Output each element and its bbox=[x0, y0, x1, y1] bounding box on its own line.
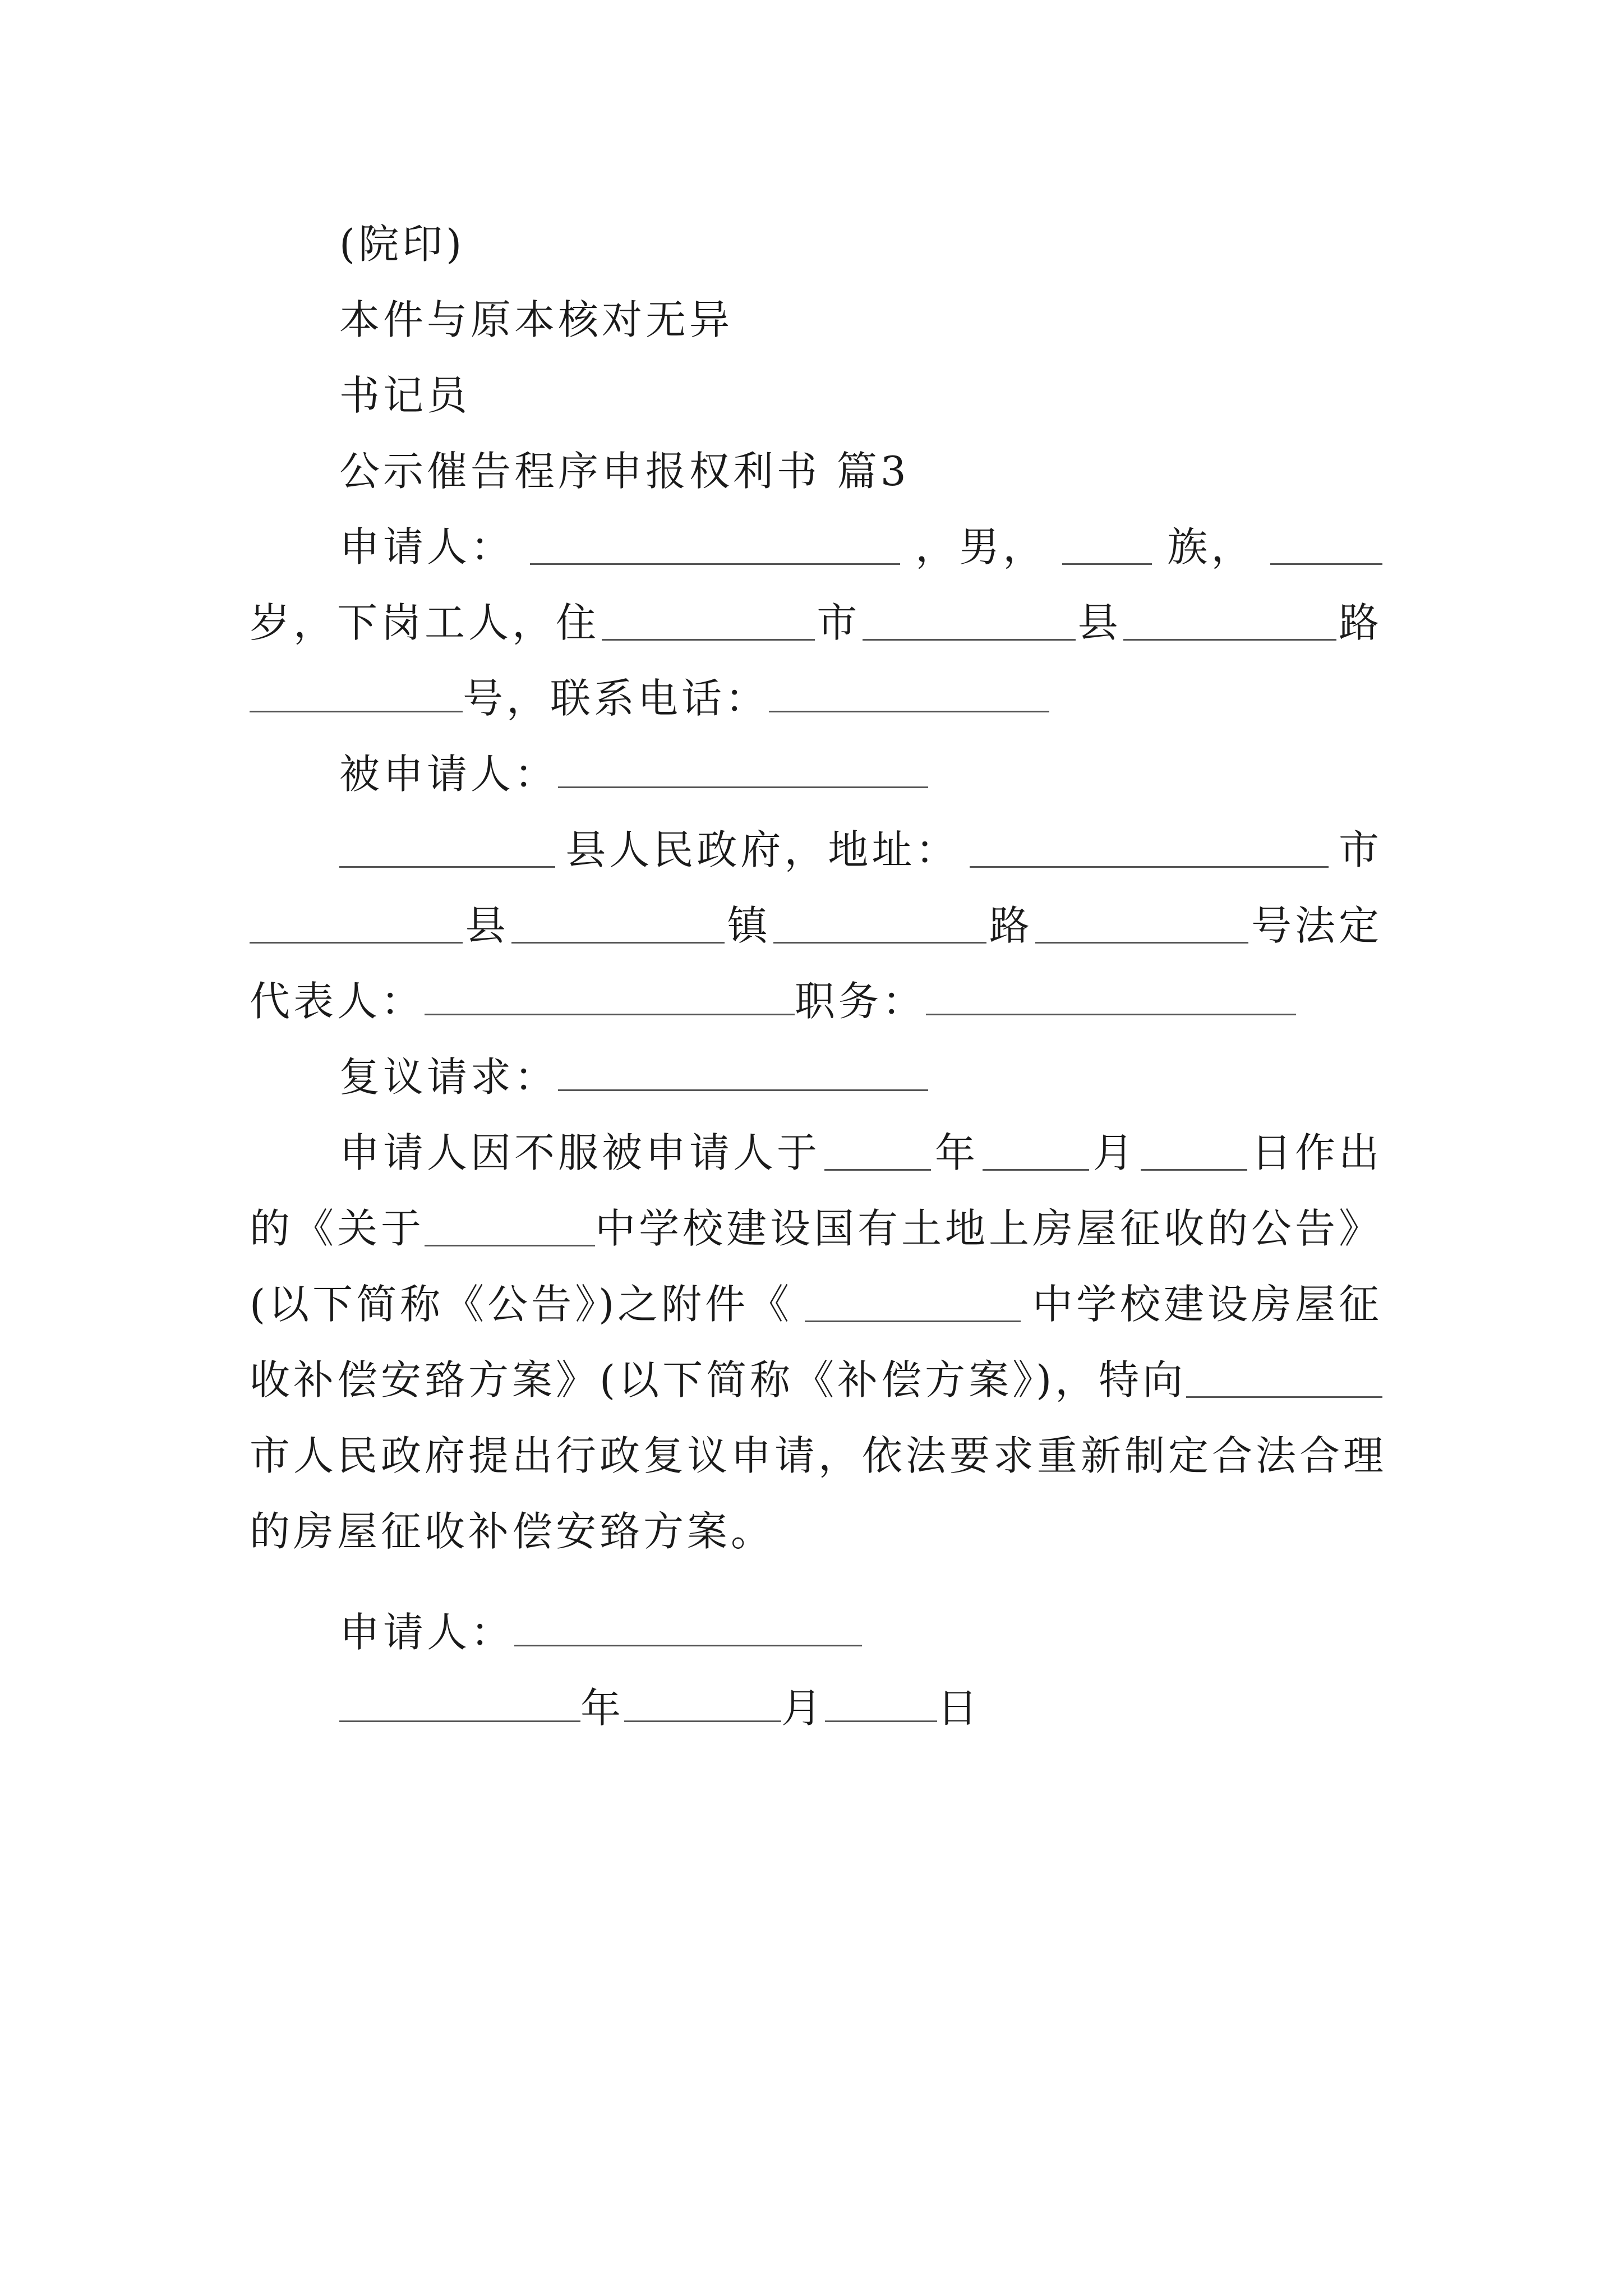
government-line bbox=[339, 811, 1382, 889]
date-day-text: 日 bbox=[937, 1685, 981, 1732]
phone-blank bbox=[769, 677, 1049, 712]
body-line-6 bbox=[250, 1492, 1382, 1571]
age-blank bbox=[1270, 530, 1382, 565]
address-city-blank bbox=[250, 908, 463, 944]
county-blank bbox=[1123, 605, 1336, 641]
signature-line bbox=[339, 1593, 1382, 1672]
address-county-blank bbox=[511, 908, 725, 944]
clerk-text: 书记员 bbox=[339, 372, 471, 419]
applicant-name-blank bbox=[530, 530, 900, 565]
house-number-blank bbox=[250, 677, 463, 712]
verified-text: 本件与原本核对无异 bbox=[339, 296, 734, 343]
occupation-text: 岁，下岗工人，住 bbox=[250, 599, 600, 646]
address-town-text: 镇 bbox=[727, 902, 771, 949]
address-county-text: 县 bbox=[465, 902, 509, 949]
body-year-text: 年 bbox=[934, 1129, 979, 1176]
verified-line bbox=[339, 280, 1382, 359]
date-month-text: 月 bbox=[781, 1685, 826, 1732]
body-school-blank bbox=[425, 1211, 595, 1246]
body-6-text: 的房屋征收补偿安臵方案。 bbox=[250, 1508, 775, 1555]
date-year-text: 年 bbox=[580, 1685, 625, 1732]
body-line-4 bbox=[250, 1341, 1382, 1419]
body-city-blank bbox=[1186, 1363, 1382, 1398]
clerk-line bbox=[339, 356, 1382, 435]
address-line bbox=[250, 886, 1382, 965]
position-blank bbox=[926, 980, 1296, 1015]
gov-city-text: 市 bbox=[1338, 826, 1382, 873]
date-month-blank bbox=[624, 1687, 781, 1722]
applicant-line-3 bbox=[250, 659, 1382, 738]
address-blank bbox=[970, 832, 1329, 868]
seal-text: (院印) bbox=[339, 220, 465, 268]
city-blank bbox=[863, 605, 1076, 641]
body-month-blank bbox=[983, 1135, 1089, 1171]
representative-line bbox=[250, 962, 1382, 1041]
section-title bbox=[339, 432, 1382, 510]
residence-blank bbox=[602, 605, 815, 641]
applicant-line-1 bbox=[339, 508, 1382, 586]
body-2-end: 中学校建设国有土地上房屋征收的公告》 bbox=[594, 1205, 1382, 1252]
position-label: 职务： bbox=[795, 978, 926, 1025]
body-1-text: 申请人因不服被申请人于 bbox=[339, 1129, 821, 1176]
respondent-label: 被申请人： bbox=[339, 751, 559, 798]
body-3-start: (以下简称《公告》)之附件《 bbox=[250, 1281, 793, 1328]
section-title-text: 公示催告程序申报权利书 篇3 bbox=[339, 448, 910, 495]
body-year-blank bbox=[824, 1135, 931, 1171]
county-text: 县 bbox=[1077, 599, 1122, 646]
county-name-blank bbox=[339, 832, 555, 868]
applicant-label: 申请人： bbox=[339, 523, 515, 570]
city-text: 市 bbox=[817, 599, 861, 646]
request-line bbox=[339, 1038, 1382, 1116]
request-blank bbox=[558, 1056, 928, 1091]
address-road-blank bbox=[1035, 908, 1248, 944]
government-text: 县人民政府，地址： bbox=[565, 826, 960, 873]
seal-line bbox=[339, 205, 1382, 283]
date-line bbox=[339, 1669, 1382, 1747]
representative-label: 代表人： bbox=[250, 978, 425, 1025]
body-2-start: 的《关于 bbox=[250, 1205, 425, 1252]
date-day-blank bbox=[825, 1687, 937, 1722]
representative-blank bbox=[425, 980, 795, 1015]
body-school-blank-2 bbox=[805, 1287, 1021, 1322]
body-month-text: 月 bbox=[1092, 1129, 1137, 1176]
ethnicity-text: 族， bbox=[1167, 523, 1255, 570]
applicant-line-2 bbox=[250, 583, 1382, 662]
body-day-blank bbox=[1141, 1135, 1247, 1171]
road-text: 路 bbox=[1338, 599, 1382, 646]
body-line-3 bbox=[250, 1265, 1382, 1343]
address-town-blank bbox=[773, 908, 986, 944]
body-5-text: 市人民政府提出行政复议申请，依法要求重新制定合法合理 bbox=[250, 1432, 1387, 1479]
body-line-5 bbox=[250, 1416, 1387, 1495]
body-line-2 bbox=[250, 1189, 1382, 1268]
ethnicity-blank bbox=[1062, 530, 1152, 565]
respondent-blank bbox=[558, 753, 928, 788]
legal-rep-text: 号法定 bbox=[1251, 902, 1382, 949]
respondent-line bbox=[339, 735, 1382, 813]
gender-text: ，男， bbox=[915, 523, 1047, 570]
signature-label: 申请人： bbox=[339, 1609, 515, 1656]
body-3-end: 中学校建设房屋征 bbox=[1032, 1281, 1382, 1328]
request-label: 复议请求： bbox=[339, 1053, 559, 1101]
body-day-text: 日作出 bbox=[1251, 1129, 1382, 1176]
date-year-blank bbox=[339, 1687, 580, 1722]
signature-blank bbox=[514, 1611, 862, 1646]
body-line-1 bbox=[339, 1114, 1382, 1192]
phone-label: 号，联系电话： bbox=[463, 675, 769, 722]
body-4-text: 收补偿安臵方案》(以下简称《补偿方案》)，特向 bbox=[250, 1356, 1187, 1404]
address-road-text: 路 bbox=[989, 902, 1033, 949]
